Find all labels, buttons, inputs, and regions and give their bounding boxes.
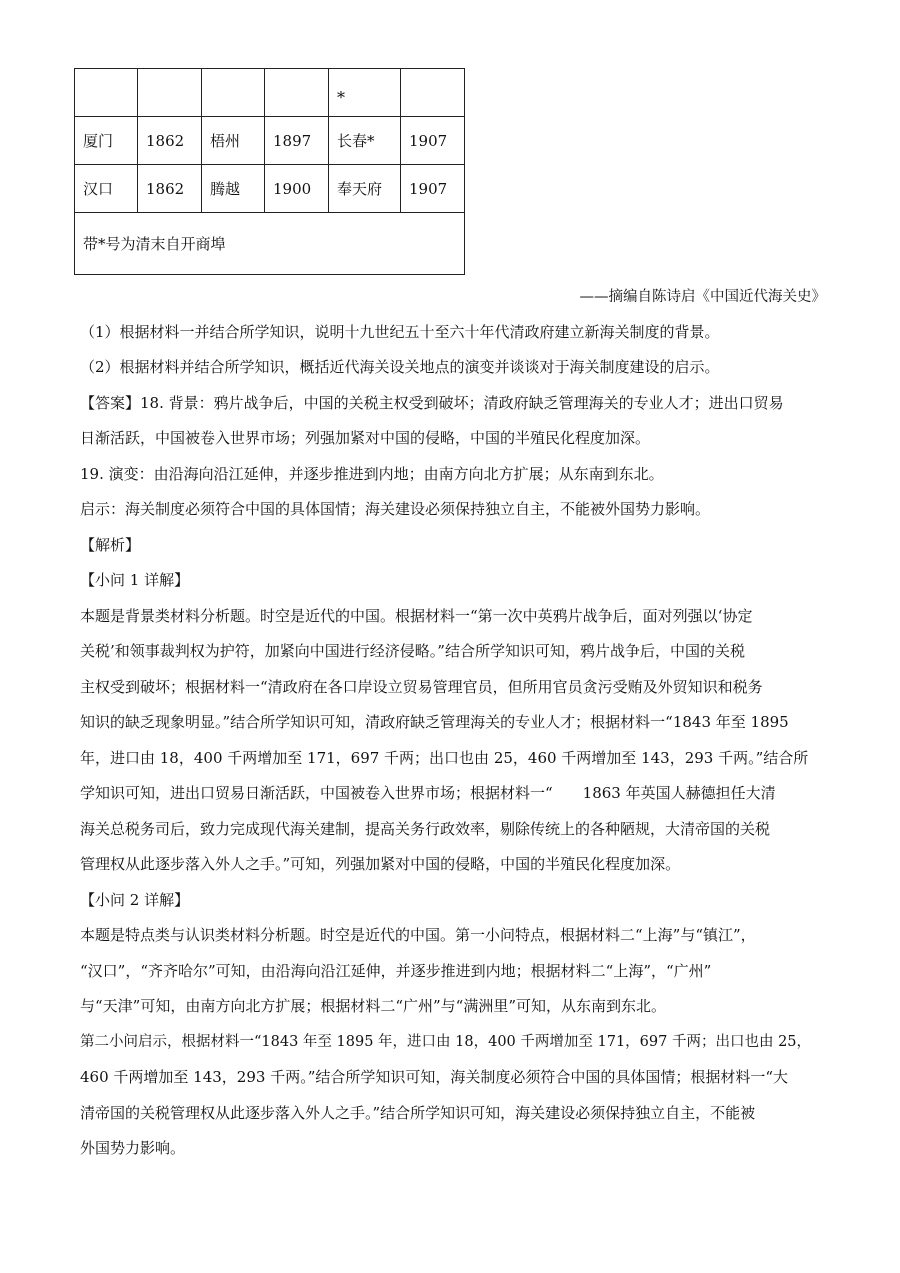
analysis-line: 学知识可知，进出口贸易日渐活跃，中国被卷入世界市场；根据材料一“ 1863 年英国人赫德担任大清 [80,784,776,802]
table-footnote: 带*号为清末自开商埠 [75,213,465,275]
analysis-line: 管理权从此逐步落入外人之手。”可知，列强加紧对中国的侵略，中国的半殖民化程度加深。 [80,855,681,873]
table-row [75,69,465,117]
source-citation: ——摘编自陈诗启《中国近代海关史》 [579,289,826,305]
table-cell [202,69,265,117]
table-cell: 1907 [401,117,465,165]
table-cell [329,69,401,117]
table-cell: 长春* [329,117,401,165]
question-2: （2）根据材料并结合所学知识，概括近代海关设关地点的演变并谈谈对于海关制度建设的启示。 [80,358,720,376]
table-row [75,117,465,165]
table-cell: 1862 [138,117,202,165]
table-cell: 奉天府 [329,165,401,213]
customs-ports-table [74,68,465,275]
table-cell: 1897 [265,117,329,165]
table-footnote-row [75,213,465,275]
table-cell: 汉口 [75,165,138,213]
table-row [75,165,465,213]
answer-line: 启示：海关制度必须符合中国的具体国情；海关建设必须保持独立自主，不能被外国势力影响。 [80,500,711,518]
analysis-line: 主权受到破坏；根据材料一“清政府在各口岸设立贸易管理官员，但所用官员贪污受贿及外贸知识和税务 [80,678,763,696]
table-cell [138,69,202,117]
analysis-line: 海关总税务司后，致力完成现代海关建制，提高关务行政效率，剔除传统上的各种陋规，大清帝国的关税 [80,820,771,838]
question-1: （1）根据材料一并结合所学知识，说明十九世纪五十至六十年代清政府建立新海关制度的背景。 [80,323,720,341]
table-cell: 腾越 [202,165,265,213]
analysis-line: 年，进口由 18，400 千两增加至 171，697 千两；出口也由 25，460 千两增加至 143，293 千两。”结合所 [80,749,809,767]
section-heading: 【小问 1 详解】 [80,571,190,589]
table-cell: 1900 [265,165,329,213]
analysis-line: 与“天津”可知，由南方向北方扩展；根据材料二“广州”与“满洲里”可知，从东南到东北。 [80,997,667,1015]
analysis-line: “汉口”，“齐齐哈尔”可知，由沿海向沿江延伸，并逐步推进到内地；根据材料二“上海”，“广州” [80,962,712,980]
analysis-line: 本题是背景类材料分析题。时空是近代的中国。根据材料一“第一次中英鸦片战争后，面对列强以‘协定 [80,607,753,625]
section-heading: 【解析】 [80,536,141,554]
table-cell-text: * [337,88,345,107]
analysis-line: 第二小问启示，根据材料一“1843 年至 1895 年，进口由 18，400 千两增加至 171，697 千两；出口也由 25， [80,1034,812,1050]
section-heading: 【小问 2 详解】 [80,891,190,909]
analysis-line: 本题是特点类与认识类材料分析题。时空是近代的中国。第一小问特点，根据材料二“上海”与“镇江”， [80,926,756,944]
answer-line: 19. 演变：由沿海向沿江延伸，并逐步推进到内地；由南方向北方扩展；从东南到东北。 [80,465,664,483]
answer-line: 日渐活跃，中国被卷入世界市场；列强加紧对中国的侵略，中国的半殖民化程度加深。 [80,429,651,447]
analysis-line: 清帝国的关税管理权从此逐步落入外人之手。”结合所学知识可知，海关建设必须保持独立自主，不能被 [80,1104,756,1122]
table-cell [265,69,329,117]
table-cell: 厦门 [75,117,138,165]
analysis-line: 外国势力影响。 [80,1139,186,1157]
table-cell: 1907 [401,165,465,213]
table-cell [75,69,138,117]
analysis-line: 知识的缺乏现象明显。”结合所学知识可知，清政府缺乏管理海关的专业人才；根据材料一“1843 年至 1895 [80,713,789,731]
analysis-line: 关税’和领事裁判权为护符，加紧向中国进行经济侵略。”结合所学知识可知，鸦片战争后，中国的关税 [80,642,745,660]
table-cell: 1862 [138,165,202,213]
answer-line: 【答案】18. 背景：鸦片战争后，中国的关税主权受到破坏；清政府缺乏管理海关的专业人才；进出口贸易 [80,394,784,412]
table-cell: 梧州 [202,117,265,165]
table-cell [401,69,465,117]
analysis-line: 460 千两增加至 143，293 千两。”结合所学知识可知，海关制度必须符合中国的具体国情；根据材料一“大 [80,1068,789,1086]
